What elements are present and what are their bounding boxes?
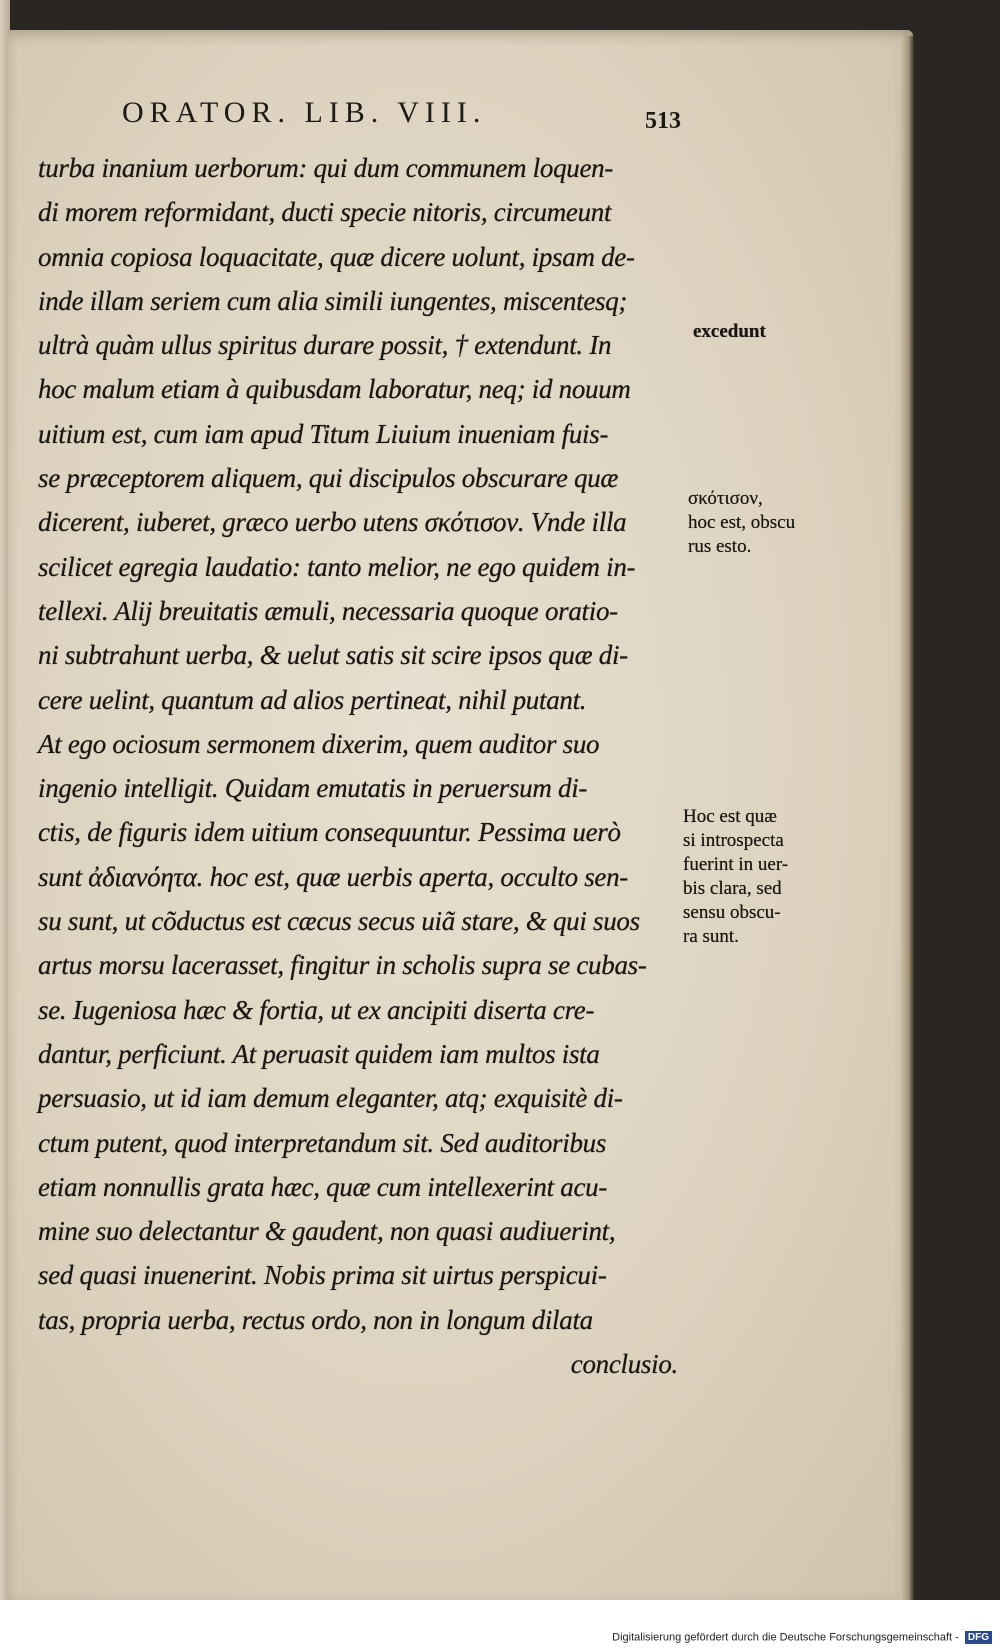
text-line: turba inanium uerborum: qui dum communem loquen-: [38, 153, 614, 183]
marginal-line: excedunt: [693, 321, 766, 342]
marginal-line: ra sunt.: [683, 926, 739, 947]
text-line: ctum putent, quod interpretandum sit. Sed auditoribus: [38, 1127, 607, 1158]
text-line: artus morsu lacerasset, fingitur in scholis supra se cubas-: [38, 950, 647, 981]
marginal-line: sensu obscu-: [683, 902, 781, 923]
text-line: mine suo delectantur & gaudent, non quasi audiuerint,: [38, 1216, 616, 1247]
marginal-line: rus esto.: [688, 536, 752, 557]
text-line: su sunt, ut cõductus est cæcus secus uiã stare, & qui suos: [38, 906, 640, 937]
text-line: sed quasi inuenerint. Nobis prima sit uirtus perspicui-: [38, 1260, 607, 1291]
text-line: tellexi. Alij breuitatis æmuli, necessaria quoque oratio-: [38, 595, 618, 626]
running-head: ORATOR. LIB. VIII.: [122, 96, 487, 129]
marginal-line: Hoc est quæ: [683, 806, 777, 827]
dfg-logo: DFG: [965, 1631, 992, 1644]
page-number: 513: [645, 108, 681, 134]
marginal-line: bis clara, sed: [683, 878, 782, 899]
text-line: di morem reformidant, ducti specie nitoris, circumeunt: [38, 197, 612, 228]
text-line: dantur, perficiunt. At peruasit quidem iam multos ista: [38, 1038, 600, 1069]
text-line: scilicet egregia laudatio: tanto melior, ne ego quidem in-: [38, 551, 636, 582]
marginal-line: hoc est, obscu: [688, 512, 796, 533]
text-line: inde illam seriem cum alia simili iungentes, miscentesq;: [38, 285, 628, 316]
body-text: [38, 146, 678, 1386]
text-line: cere uelint, quantum ad alios pertineat, nihil putant.: [38, 684, 587, 715]
digitization-credit: [612, 1631, 992, 1644]
page-edge: [900, 36, 914, 1602]
marginal-note-skotison: [688, 487, 795, 559]
text-line: ctis, de figuris idem uitium consequuntur. Pessima uerò: [38, 817, 621, 848]
text-line: ni subtrahunt uerba, & uelut satis sit scire ipsos quæ di-: [38, 640, 628, 671]
marginal-note-adianoeta: [683, 805, 788, 949]
text-line: tas, propria uerba, rectus ordo, non in longum dilata: [38, 1304, 593, 1335]
text-line-final: conclusio.: [570, 1349, 678, 1380]
marginal-line: fuerint in uer-: [683, 854, 789, 875]
text-line: ultrà quàm ullus spiritus durare possit, † extendunt. In: [38, 330, 612, 361]
credit-text: Digitalisierung gefördert durch die Deutsche Forschungsgemeinschaft -: [612, 1631, 959, 1644]
text-line: omnia copiosa loquacitate, quæ dicere uolunt, ipsam de-: [38, 241, 635, 272]
text-line: ingenio intelligit. Quidam emutatis in peruersum di-: [38, 773, 588, 804]
text-line: se præceptorem aliquem, qui discipulos obscurare quæ: [38, 463, 619, 494]
marginal-line: si introspecta: [683, 830, 784, 851]
text-line: hoc malum etiam à quibusdam laboratur, neq; id nouum: [38, 374, 631, 405]
text-line: etiam nonnullis grata hæc, quæ cum intellexerint acu-: [38, 1171, 608, 1202]
text-line: se. Iugeniosa hæc & fortia, ut ex ancipiti diserta cre-: [38, 994, 595, 1025]
text-line: persuasio, ut id iam demum eleganter, atq; exquisitè di-: [38, 1083, 623, 1114]
text-line: dicerent, iuberet, græco uerbo utens σκότισον. Vnde illa: [38, 507, 627, 538]
marginal-note-excedunt: [693, 320, 766, 344]
text-line: uitium est, cum iam apud Titum Liuium inueniam fuis-: [38, 418, 609, 449]
text-line: sunt ἀδιανόητα. hoc est, quæ uerbis aperta, occulto sen-: [38, 861, 629, 892]
marginal-line: σκότισον,: [688, 488, 763, 509]
text-line: At ego ociosum sermonem dixerim, quem auditor suo: [38, 728, 600, 759]
